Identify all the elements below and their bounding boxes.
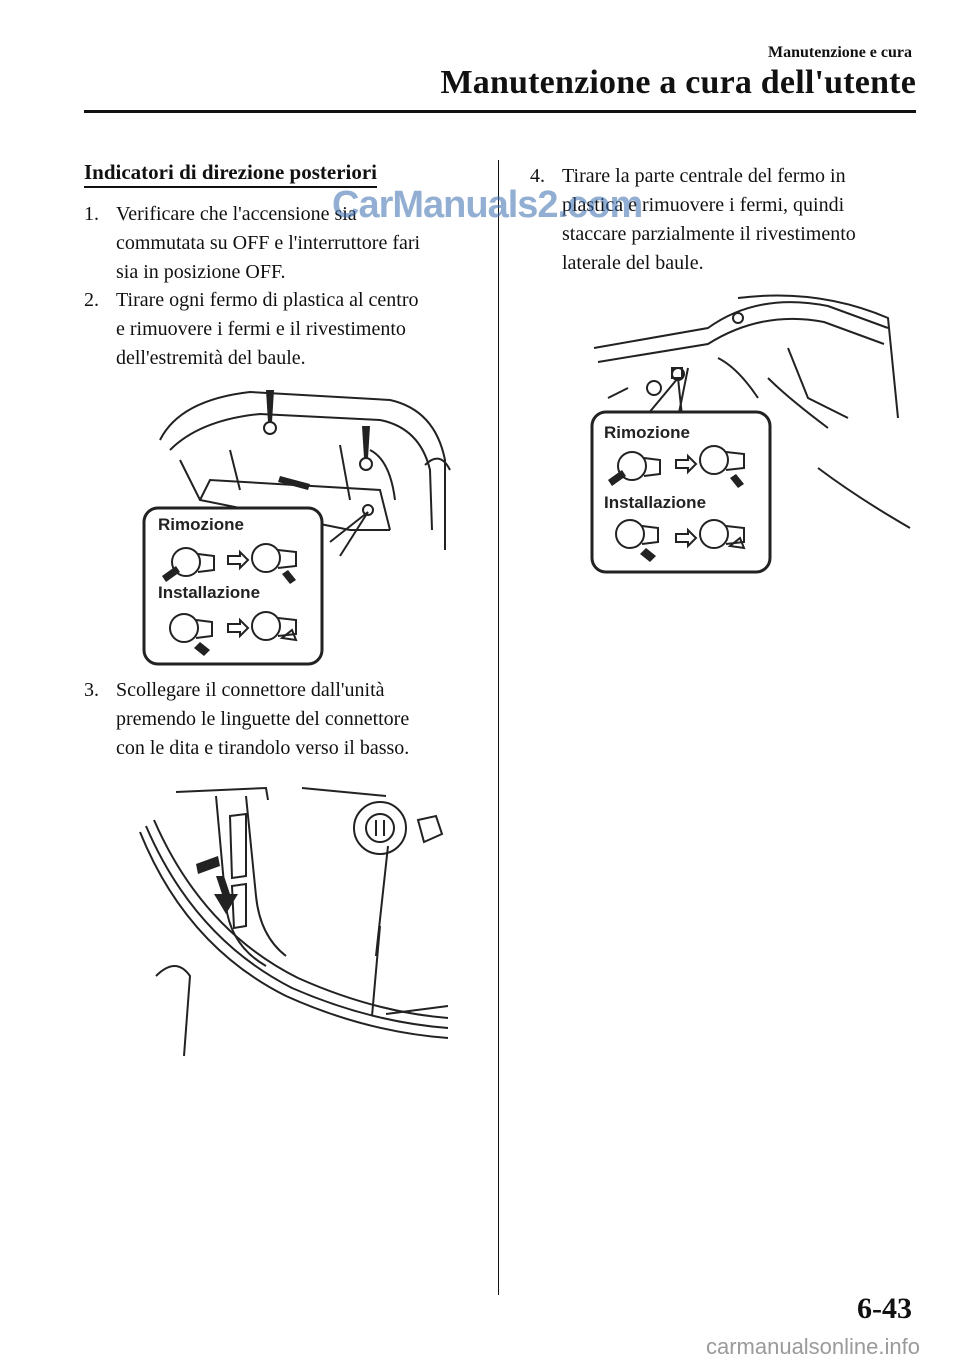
step-text-line: staccare parzialmente il rivestimento xyxy=(562,223,856,245)
step-3 xyxy=(84,676,484,766)
column-divider xyxy=(498,160,499,1295)
step-text-line: plastica e rimuovere i fermi, quindi xyxy=(562,194,845,216)
step-text-line: Tirare ogni fermo di plastica al centro xyxy=(116,289,419,311)
step-text-line: laterale del baule. xyxy=(562,252,704,274)
removal-label: Rimozione xyxy=(158,515,244,534)
footer-watermark: carmanualsonline.info xyxy=(705,1334,920,1359)
step-text-line: con le dita e tirandolo verso il basso. xyxy=(116,737,410,759)
header-rule xyxy=(84,110,916,113)
removal-label: Rimozione xyxy=(604,423,690,442)
page-number: 6-43 xyxy=(857,1292,912,1325)
trunk-side-trim-illustration xyxy=(588,288,914,578)
trunk-end-trim-illustration xyxy=(140,380,460,670)
installation-label: Installazione xyxy=(158,583,261,602)
watermark-text: CarManuals2.com xyxy=(332,184,643,226)
step-2 xyxy=(84,286,484,376)
step-text-line: dell'estremità del baule. xyxy=(116,347,306,369)
step-text-line: Tirare la parte centrale del fermo in xyxy=(562,165,846,187)
step-text-line: premendo le linguette del connettore xyxy=(116,708,410,730)
step-text-line: commutata su OFF e l'interruttore fari xyxy=(116,232,421,254)
step-number: 1. xyxy=(84,203,99,225)
step-text-line: e rimuovere i fermi e il rivestimento xyxy=(116,318,406,340)
step-text-line: sia in posizione OFF. xyxy=(116,261,286,283)
step-number: 2. xyxy=(84,289,99,311)
header-section-name: Manutenzione e cura xyxy=(768,44,912,61)
installation-label: Installazione xyxy=(604,493,707,512)
step-number: 3. xyxy=(84,679,99,701)
connector-disconnect-illustration xyxy=(136,776,452,1058)
section-title: Indicatori di direzione posteriori xyxy=(84,160,377,188)
step-text-line: Scollegare il connettore dall'unità xyxy=(116,679,385,701)
step-number: 4. xyxy=(530,165,545,187)
page-title: Manutenzione a cura dell'utente xyxy=(440,64,916,101)
step-text-line: Verificare che l'accensione sia xyxy=(116,203,357,225)
